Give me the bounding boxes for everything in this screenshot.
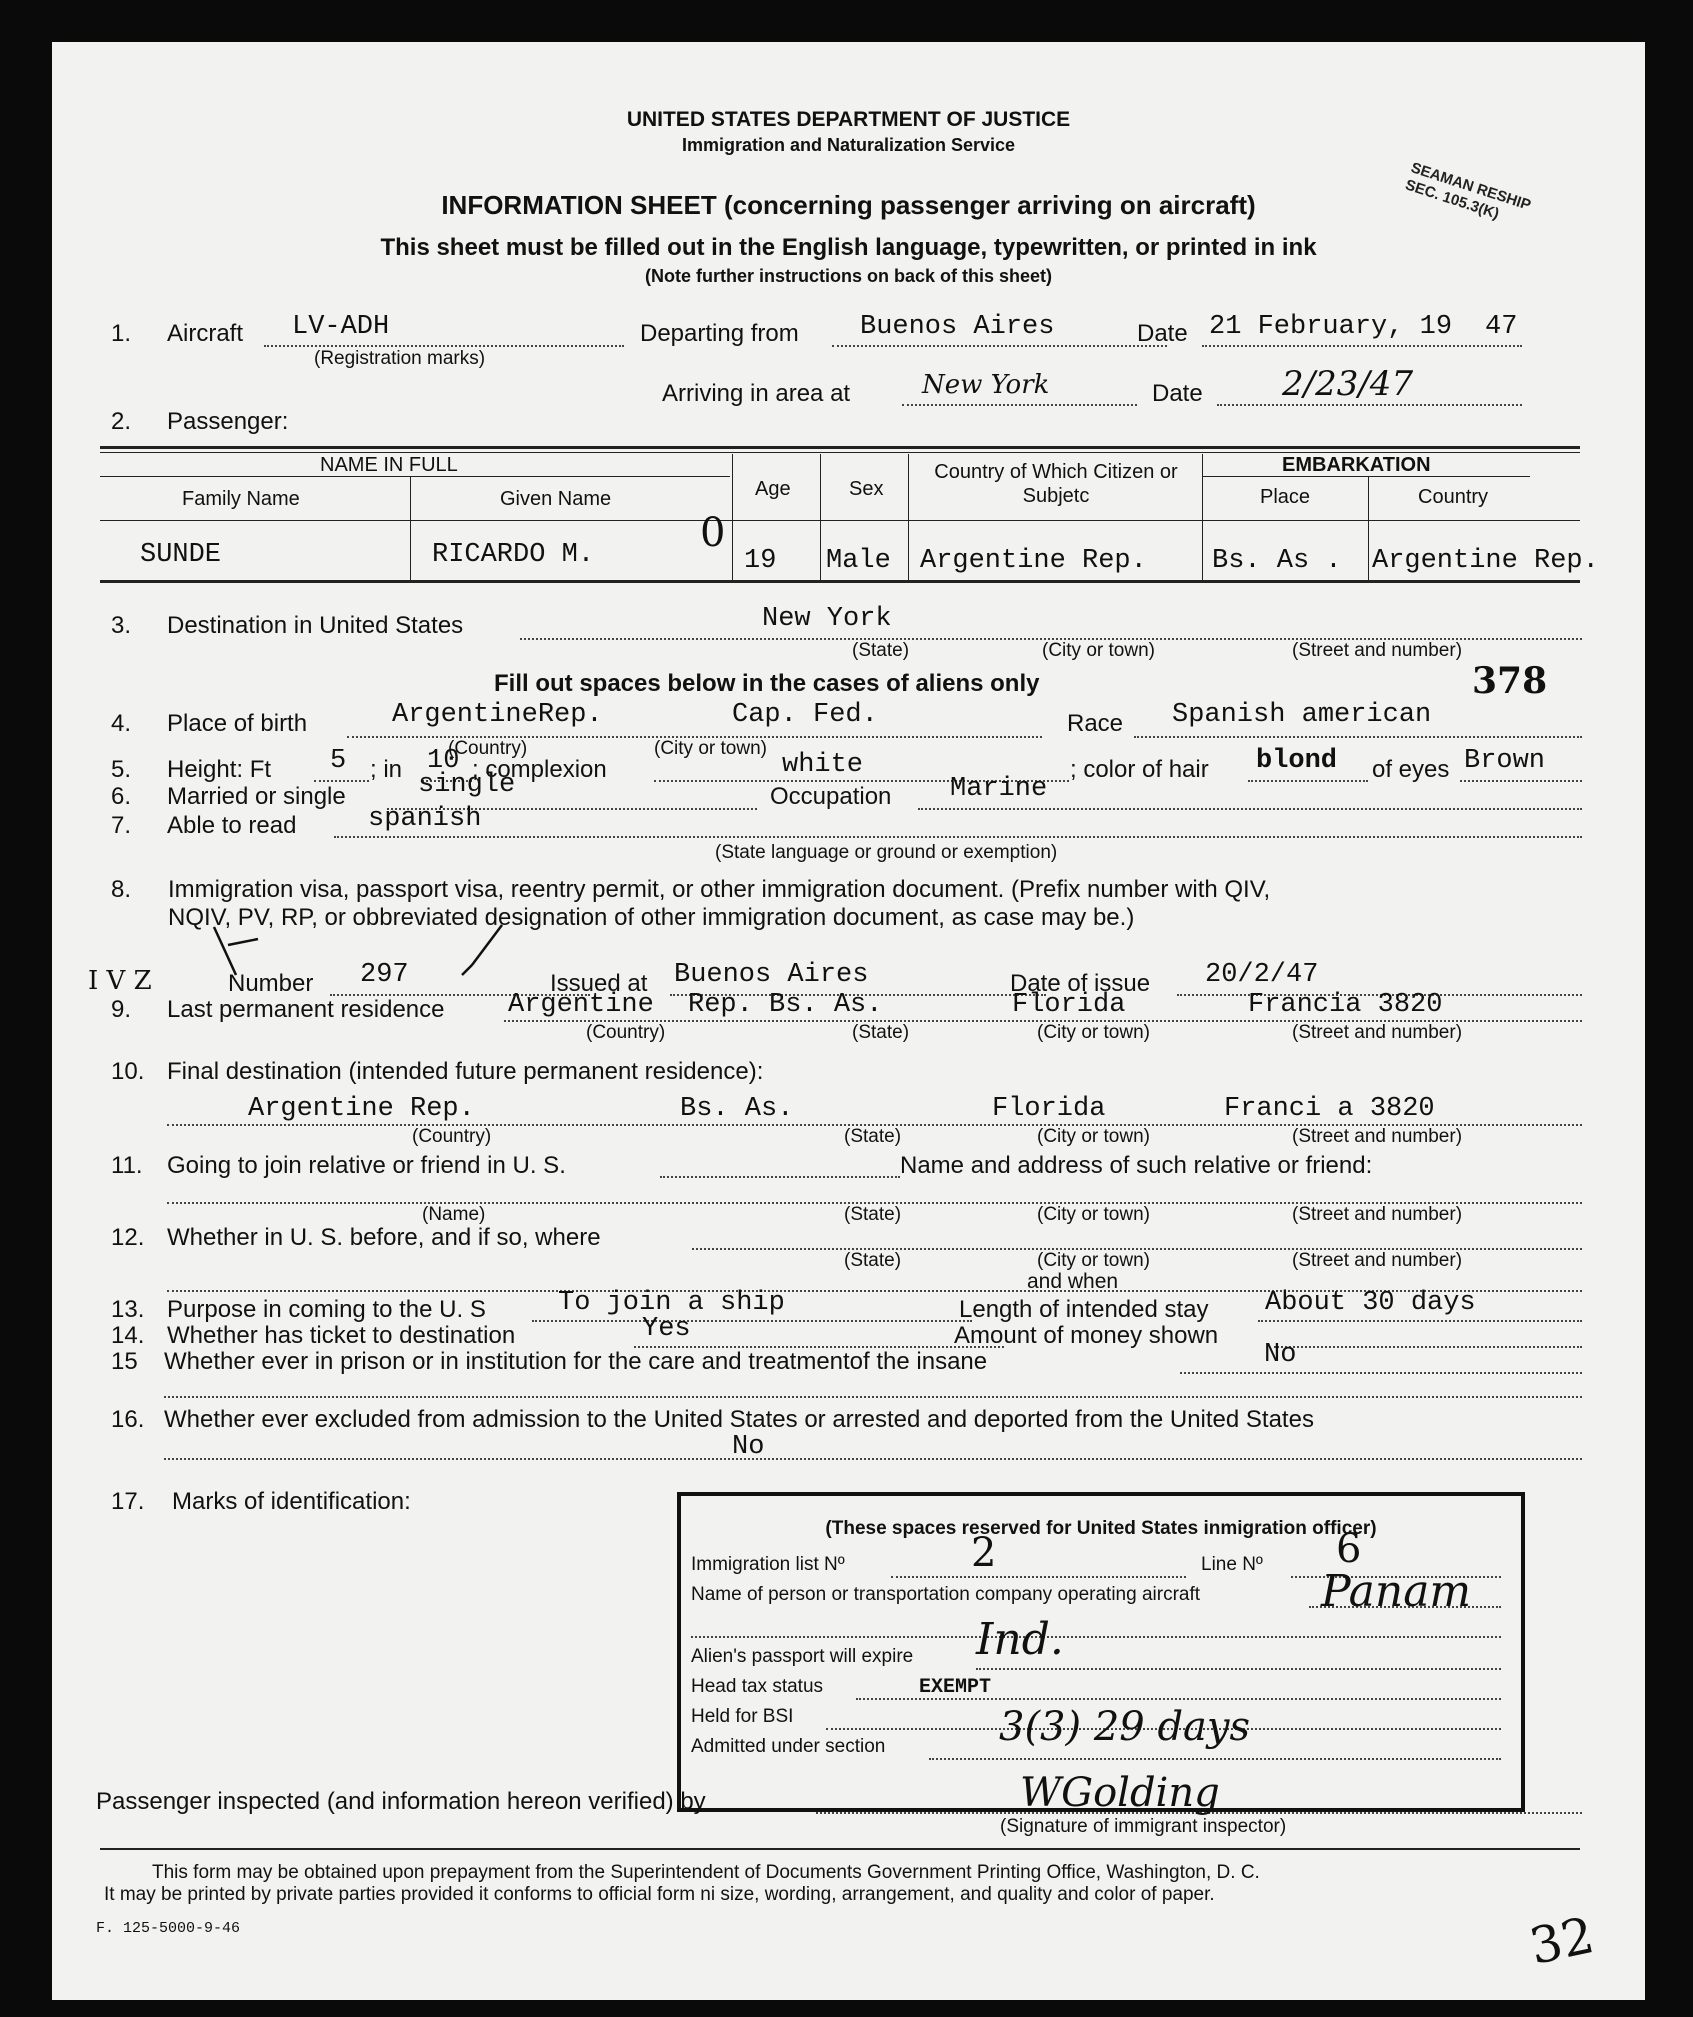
eyes-label: of eyes — [1372, 756, 1450, 783]
final-country-value: Argentine Rep. — [248, 1094, 475, 1124]
previous-city-caption: (City or town) — [1037, 1250, 1150, 1271]
item-15-number: 15 — [111, 1348, 138, 1375]
age-header: Age — [755, 478, 791, 500]
departing-label: Departing from — [640, 320, 799, 347]
immigration-list-label: Immigration list Nº — [691, 1554, 845, 1575]
date2-value: 2/23/47 — [1282, 364, 1414, 404]
department-heading: UNITED STATES DEPARTMENT OF JUSTICE — [626, 108, 1071, 131]
stay-label: Length of intended stay — [959, 1296, 1209, 1323]
departing-value: Buenos Aires — [860, 312, 1055, 342]
purpose-label: Purpose in coming to the U. S — [167, 1296, 486, 1323]
hair-value: blond — [1256, 746, 1338, 776]
join-relative-label: Going to join relative or friend in U. S. — [167, 1152, 566, 1179]
page-mark: 32 — [1524, 1906, 1599, 1976]
table-header-rule — [100, 520, 1580, 521]
form-instruction: This sheet must be filled out in the English language, typewritten, or printed in ink — [380, 234, 1317, 261]
document-instruction-line1: Immigration visa, passport visa, reentry permit, or other immigration document. (Prefix number with QIV, — [168, 876, 1271, 903]
birth-country-caption: (Country) — [448, 738, 528, 759]
read-value: spanish — [368, 804, 482, 834]
excluded-value: No — [732, 1432, 765, 1462]
admitted-section-label: Admitted under section — [691, 1736, 886, 1757]
col-divider-1 — [410, 476, 411, 582]
date2-line — [1217, 404, 1522, 406]
residence-country-value: Argentine — [508, 990, 654, 1020]
head-tax-label: Head tax status — [691, 1676, 824, 1697]
relative-state-caption: (State) — [844, 1204, 902, 1225]
item-5-number: 5. — [111, 756, 132, 783]
relative-city-caption: (City or town) — [1037, 1204, 1150, 1225]
birth-city-caption: (City or town) — [654, 738, 767, 759]
family-name-value: SUNDE — [140, 540, 222, 570]
destination-city-caption: (City or town) — [1042, 640, 1155, 661]
place-header: Place — [1260, 486, 1311, 508]
table-top-rule — [100, 446, 1580, 449]
given-name-value: RICARDO M. — [432, 540, 595, 570]
operator-label: Name of person or transportation company operating aircraft — [691, 1584, 1201, 1605]
relative-street-caption: (Street and number) — [1292, 1204, 1463, 1225]
passenger-label: Passenger: — [167, 408, 289, 435]
date-value: 21 February, 19 — [1209, 312, 1453, 342]
citizen-header: Country of Which Citizen or Subjetc — [934, 461, 1178, 507]
eyes-line — [1460, 780, 1582, 782]
issue-date-value: 20/2/47 — [1205, 960, 1319, 990]
aliens-only-heading: Fill out spaces below in the cases of aliens only — [494, 670, 1040, 697]
line-number-value: 6 — [1336, 1526, 1362, 1572]
operator-value: Panam — [1321, 1566, 1472, 1617]
marital-label: Married or single — [167, 783, 346, 810]
document-instruction-line2: NQIV, PV, RP, or obbreviated designation of other immigration document, as case may be.) — [168, 904, 1135, 931]
aircraft-line — [264, 345, 624, 347]
col-divider-3 — [820, 454, 821, 582]
passport-expire-value: Ind. — [976, 1614, 1064, 1665]
date2-label: Date — [1152, 380, 1203, 407]
item-13-number: 13. — [111, 1296, 145, 1323]
height-in-label: ; in — [370, 756, 403, 783]
form-note: (Note further instructions on back of this sheet) — [644, 266, 1053, 286]
stay-value: About 30 days — [1265, 1288, 1476, 1318]
item-7-number: 7. — [111, 812, 132, 839]
residence-city-value: Florida — [1012, 990, 1126, 1020]
final-state-value: Bs. As. — [680, 1094, 794, 1124]
issued-label: Issued at — [550, 970, 648, 997]
residence-state-value: Rep. Bs. As. — [688, 990, 883, 1020]
occupation-label: Occupation — [770, 783, 892, 810]
prison-line — [1180, 1372, 1582, 1374]
race-label: Race — [1067, 710, 1124, 737]
excluded-label: Whether ever excluded from admission to the United States or arrested and deported from the United States — [164, 1406, 1314, 1433]
marital-value: single — [418, 770, 516, 800]
service-heading: Immigration and Naturalization Service — [681, 135, 1016, 155]
relative-name-caption: (Name) — [422, 1204, 486, 1225]
signature-caption: (Signature of immigrant inspector) — [1000, 1816, 1287, 1837]
money-line — [1274, 1346, 1582, 1348]
aircraft-value: LV-ADH — [292, 312, 390, 342]
date-line — [1202, 345, 1522, 347]
reship-stamp: SEAMAN RESHIP SEC. 105.3(K) — [1403, 159, 1533, 223]
form-title: INFORMATION SHEET (concerning passenger arriving on aircraft) — [441, 190, 1256, 220]
registration-caption: (Registration marks) — [314, 348, 486, 369]
excluded-line — [164, 1458, 1582, 1460]
ticket-label: Whether has ticket to destination — [167, 1322, 516, 1349]
head-tax-value: EXEMPT — [919, 1676, 992, 1699]
operator-line-2 — [691, 1636, 1501, 1638]
sheet-number: 378 — [1472, 660, 1548, 702]
item-2-number: 2. — [111, 408, 132, 435]
issue-date-label: Date of issue — [1010, 970, 1151, 997]
admitted-section-value: 3(3) 29 days — [999, 1704, 1251, 1750]
birthplace-label: Place of birth — [167, 710, 308, 737]
residence-street-caption: (Street and number) — [1292, 1022, 1463, 1043]
money-label: Amount of money shown — [954, 1322, 1219, 1349]
identification-label: Marks of identification: — [172, 1488, 411, 1515]
departing-line — [832, 345, 1167, 347]
read-caption: (State language or ground or exemption) — [715, 842, 1058, 863]
table-bottom-rule — [100, 580, 1580, 583]
passport-expire-line — [976, 1668, 1501, 1670]
sex-value: Male — [826, 546, 891, 576]
previous-visit-label: Whether in U. S. before, and if so, where — [167, 1224, 601, 1251]
prison-value: No — [1264, 1340, 1297, 1370]
date-label: Date — [1137, 320, 1188, 347]
citizen-value: Argentine Rep. — [920, 546, 1147, 576]
item-16-number: 16. — [111, 1406, 145, 1433]
item-11-number: 11. — [111, 1152, 143, 1179]
item-4-number: 4. — [111, 710, 132, 737]
height-ft-label: Height: Ft — [167, 756, 272, 783]
birth-country-value: ArgentineRep. — [392, 700, 603, 730]
form-sheet — [52, 42, 1645, 2000]
arriving-value: New York — [922, 370, 1050, 400]
ticket-value: Yes — [642, 1314, 691, 1344]
read-line — [334, 836, 1582, 838]
previous-street-caption: (Street and number) — [1292, 1250, 1463, 1271]
item-17-number: 17. — [111, 1488, 145, 1515]
embark-place-value: Bs. As . — [1212, 546, 1342, 576]
arriving-label: Arriving in area at — [662, 380, 851, 407]
footer-rule — [100, 1848, 1580, 1850]
item-3-number: 3. — [111, 612, 132, 639]
held-bsi-label: Held for BSI — [691, 1706, 794, 1727]
given-name-mark: 0 — [700, 510, 726, 556]
final-street-caption: (Street and number) — [1292, 1126, 1463, 1147]
inspected-label: Passenger inspected (and information hereon verified) by — [96, 1788, 706, 1815]
stay-line — [1258, 1320, 1582, 1322]
aircraft-label: Aircraft — [167, 320, 244, 347]
footer-line-2: It may be printed by private parties provided it conforms to official form ni size, wording, arrangement, and quality and color of paper. — [104, 1884, 1215, 1905]
date-year: 47 — [1485, 312, 1518, 342]
embarkation-header: EMBARKATION — [1282, 454, 1431, 476]
issued-value: Buenos Aires — [674, 960, 869, 990]
admitted-section-line — [929, 1758, 1501, 1760]
family-name-header: Family Name — [182, 488, 300, 510]
col-divider-4 — [908, 454, 909, 582]
item-10-number: 10. — [111, 1058, 145, 1085]
complexion-value: white — [782, 750, 864, 780]
previous-state-caption: (State) — [844, 1250, 902, 1271]
name-in-full-header: NAME IN FULL — [320, 454, 458, 476]
residence-street-value: Francia 3820 — [1248, 990, 1443, 1020]
final-country-caption: (Country) — [412, 1126, 492, 1147]
given-name-header: Given Name — [500, 488, 612, 510]
eyes-value: Brown — [1464, 746, 1546, 776]
height-ft-line — [314, 780, 369, 782]
relative-address-label: Name and address of such relative or friend: — [900, 1152, 1373, 1179]
item-8-number: 8. — [111, 876, 132, 903]
race-value: Spanish american — [1172, 700, 1432, 730]
item-12-number: 12. — [111, 1224, 145, 1251]
height-in-value: 10 — [427, 746, 460, 776]
col-divider-5 — [1202, 454, 1203, 582]
item-9-number: 9. — [111, 996, 132, 1023]
form-number: F. 125-5000-9-46 — [96, 1920, 241, 1937]
destination-street-caption: (Street and number) — [1292, 640, 1463, 661]
embark-country-value: Argentine Rep. — [1372, 546, 1599, 576]
final-city-caption: (City or town) — [1037, 1126, 1150, 1147]
officer-section-box — [677, 1492, 1525, 1812]
age-value: 19 — [744, 546, 777, 576]
prison-label: Whether ever in prison or in institution for the care and treatmentof the insane — [164, 1348, 988, 1375]
residence-label: Last permanent residence — [167, 996, 445, 1023]
footer-line-1: This form may be obtained upon prepayment from the Superintendent of Documents Government Printing Office, Washington, D. C. — [152, 1862, 1260, 1883]
occupation-line — [918, 808, 1582, 810]
item-1-number: 1. — [111, 320, 132, 347]
final-city-value: Florida — [992, 1094, 1106, 1124]
sex-header: Sex — [849, 478, 884, 500]
table-top-rule-inner — [100, 452, 1580, 453]
purpose-value: To join a ship — [558, 1288, 785, 1318]
visa-number-label: Number — [228, 970, 314, 997]
and-when-caption: and when — [1027, 1270, 1119, 1293]
final-destination-label: Final destination (intended future permanent residence): — [167, 1058, 764, 1085]
visa-prefix: I V Z — [88, 966, 152, 996]
height-ft-value: 5 — [330, 746, 347, 776]
hair-label: ; color of hair — [1070, 756, 1209, 783]
officer-section-heading: (These spaces reserved for United States inmigration officer) — [825, 1518, 1377, 1539]
item-14-number: 14. — [111, 1322, 145, 1349]
country-header: Country — [1418, 486, 1489, 508]
hair-line — [1248, 780, 1368, 782]
immigration-list-value: 2 — [971, 1530, 997, 1576]
destination-label: Destination in United States — [167, 612, 464, 639]
join-relative-line — [660, 1176, 900, 1178]
residence-country-caption: (Country) — [586, 1022, 666, 1043]
inspector-signature: WGolding — [1020, 1770, 1220, 1816]
col-divider-2 — [732, 454, 733, 582]
arriving-line — [902, 404, 1137, 406]
destination-state-caption: (State) — [852, 640, 910, 661]
destination-value: New York — [762, 604, 892, 634]
occupation-value: Marine — [950, 774, 1048, 804]
read-label: Able to read — [167, 812, 297, 839]
visa-number-value: 297 — [360, 960, 409, 990]
col-divider-6 — [1368, 476, 1369, 582]
passport-expire-label: Alien's passport will expire — [691, 1646, 914, 1667]
final-state-caption: (State) — [844, 1126, 902, 1147]
race-line — [1134, 736, 1582, 738]
immigration-list-line — [891, 1576, 1186, 1578]
complexion-label: ; complexion — [472, 756, 607, 783]
purpose-line — [532, 1320, 972, 1322]
birth-city-value: Cap. Fed. — [732, 700, 878, 730]
line-number-label: Line Nº — [1201, 1554, 1263, 1575]
residence-state-caption: (State) — [852, 1022, 910, 1043]
final-street-value: Franci a 3820 — [1224, 1094, 1435, 1124]
prison-line-2 — [164, 1396, 1582, 1398]
item-6-number: 6. — [111, 783, 132, 810]
residence-city-caption: (City or town) — [1037, 1022, 1150, 1043]
